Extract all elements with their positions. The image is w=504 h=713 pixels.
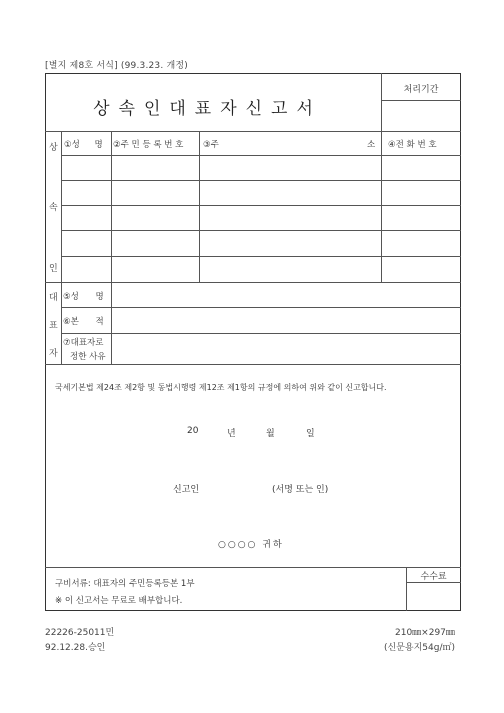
rep-domicile-label: ⑥본 적 (63, 317, 104, 327)
heirs-side-char: 상 (49, 143, 58, 153)
fee-label: 수수료 (420, 572, 447, 582)
form-code: 22226-25011민 (45, 628, 115, 638)
free-distribution-note: ※ 이 신고서는 무료로 배부합니다. (55, 596, 183, 606)
required-documents: 구비서류: 대표자의 주민등록등본 1부 (55, 579, 195, 589)
rep-name-label: ⑤성 명 (63, 292, 104, 302)
processing-period-label: 처리기간 (403, 85, 439, 95)
rep-side-char: 표 (49, 321, 58, 331)
footer-top-border (45, 567, 461, 568)
rep-domicile-field[interactable] (112, 308, 461, 333)
date-year-unit: 년 (227, 429, 236, 439)
processing-divider (381, 100, 461, 101)
statement-text: 국세기본법 제24조 제2항 및 동법시행령 제12조 제1항의 규정에 의하여 위와 같이 신고합니다. (55, 383, 387, 392)
rep-reason-label-2: 정한 사유 (70, 352, 106, 362)
date-month-unit: 월 (266, 429, 275, 439)
date-day-unit: 일 (306, 429, 315, 439)
rep-reason-field[interactable] (112, 334, 461, 364)
col-header-rrn: ②주 민 등 록 번 호 (113, 140, 184, 150)
col-header-address-left: ③주 (203, 140, 219, 150)
rep-name-field[interactable] (112, 283, 461, 307)
rep-reason-label-1: ⑦대표자로 (63, 338, 104, 348)
col-header-address-right: 소 (367, 140, 376, 150)
rep-side-char: 대 (49, 293, 58, 303)
signature-label: (서명 또는 인) (272, 485, 329, 495)
addressee: ○○○○ 귀하 (218, 540, 284, 550)
form-title: 상속인대표자신고서 (93, 99, 322, 119)
heirs-side-char: 속 (49, 203, 58, 213)
heirs-top-border (45, 131, 461, 132)
declarant-label: 신고인 (173, 485, 200, 495)
col-header-name: ①성 명 (64, 140, 103, 150)
col-header-phone: ④전 화 번 호 (388, 140, 437, 150)
approval-date: 92.12.28.승인 (45, 643, 106, 653)
fee-label-divider (406, 582, 461, 583)
rep-side-char: 자 (49, 349, 58, 359)
form-header: [별지 제8호 서식] (99.3.23. 개정) (45, 61, 188, 71)
rep-bottom-border (45, 364, 461, 365)
heirs-entry-rows[interactable] (62, 156, 461, 281)
paper-type: (신문용지54g/㎡) (384, 643, 455, 653)
paper-size: 210㎜×297㎜ (395, 628, 455, 638)
date-year-prefix: 20 (187, 426, 199, 436)
heirs-side-char: 인 (49, 264, 58, 274)
